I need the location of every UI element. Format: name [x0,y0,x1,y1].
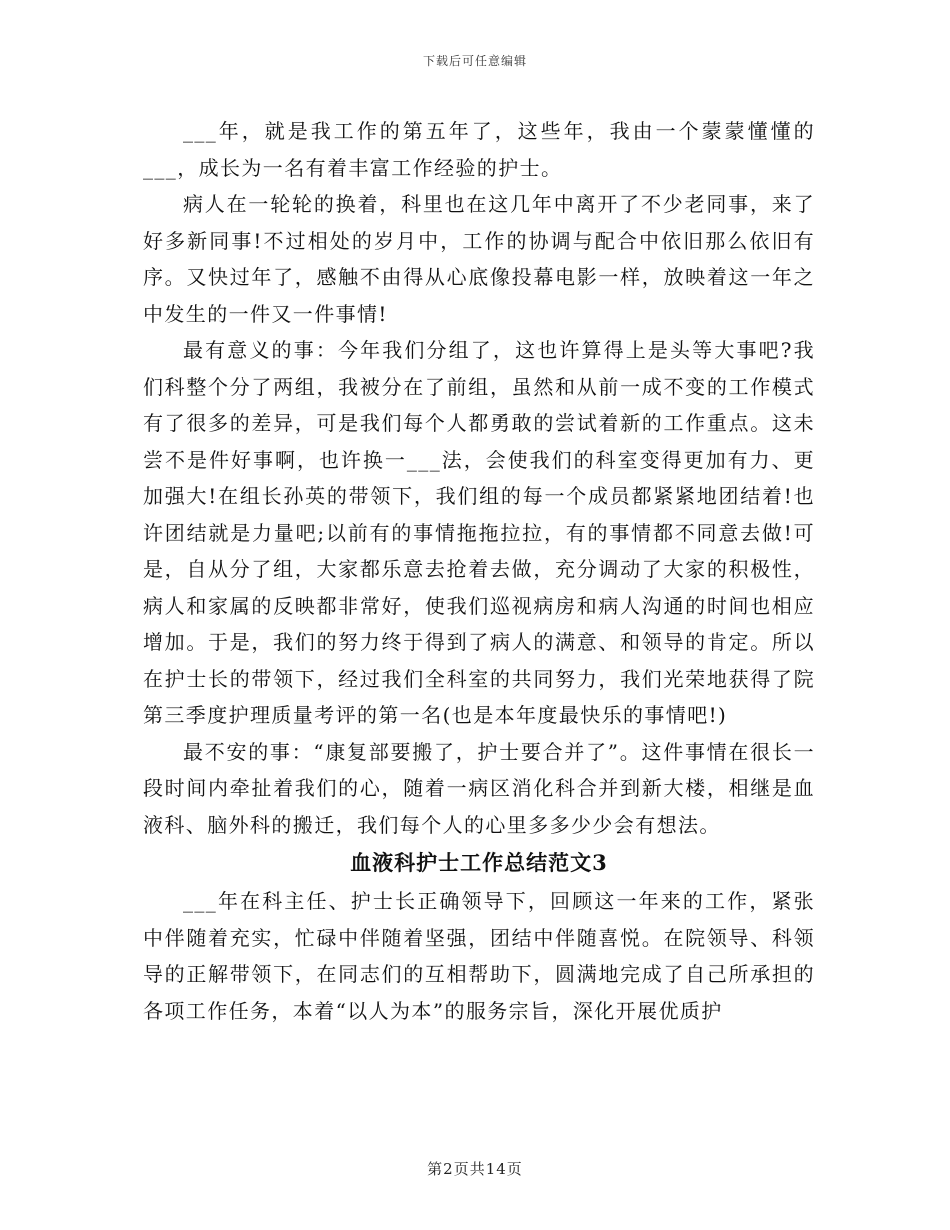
header-note: 下载后可任意编辑 [422,54,527,68]
document-body [143,113,815,1029]
paragraph-2: 病人在一轮轮的换着，科里也在这几年中离开了不少老同事，来了好多新同事!不过相处的岁月中，工作的协调与配合中依旧那么依旧有序。又快过年了，感触不由得从心底像投幕电影一样，放映着这一年之中发生的一件又一件事情! [143,192,815,326]
paragraph-1: ___年，就是我工作的第五年了，这些年，我由一个蒙蒙懂懂的___，成长为一名有着丰富工作经验的护士。 [143,119,815,180]
section-heading: 血液科护士工作总结范文3 [350,850,608,875]
paragraph-4: 最不安的事：“康复部要搬了，护士要合并了”。这件事情在很长一段时间内牵扯着我们的心，随着一病区消化科合并到新大楼，相继是血液科、脑外科的搬迁，我们每个人的心里多多少少会有想法。 [143,739,815,837]
paragraph-5: ___年在科主任、护士长正确领导下，回顾这一年来的工作，紧张中伴随着充实，忙碌中伴随着坚强，团结中伴随喜悦。在院领导、科领导的正解带领下，在同志们的互相帮助下，圆满地完成了自己所承担的各项工作任务，本着“以人为本”的服务宗旨，深化开展优质护 [143,889,815,1023]
paragraph-3: 最有意义的事：今年我们分组了，这也许算得上是头等大事吧?我们科整个分了两组，我被分在了前组，虽然和从前一成不变的工作模式有了很多的差异，可是我们每个人都勇敢的尝试着新的工作重点。这未尝不是件好事啊，也许换一___法，会使我们的科室变得更加有力、更加强大!在组长孙英的带领下，我们组的每一个成员都紧紧地团结着!也许团结就是力量吧;以前有的事情拖拖拉拉，有的事情都不同意去做!可是，自从分了组，大家都乐意去抢着去做，充分调动了大家的积极性，病人和家属的反映都非常好，使我们巡视病房和病人沟通的时间也相应增加。于是，我们的努力终于得到了病人的满意、和领导的肯定。所以在护士长的带领下，经过我们全科室的共同努力，我们光荣地获得了院第三季度护理质量考评的第一名(也是本年度最快乐的事情吧!) [143,338,815,727]
page-footer: 第2页共14页 [427,1160,523,1178]
